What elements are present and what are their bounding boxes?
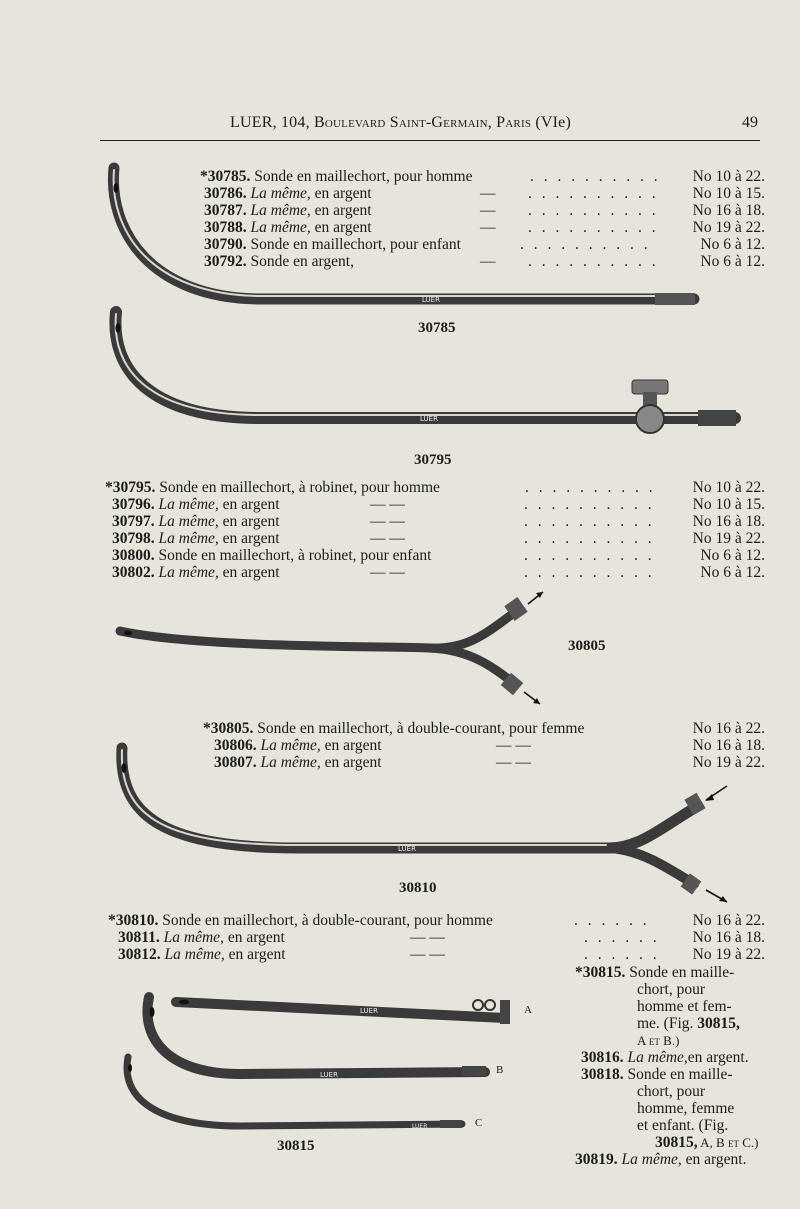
header-title: LUER, 104, Boulevard Saint-Germain, Paris (VIe)	[230, 114, 571, 131]
desc-line: et enfant. (Fig.	[637, 1117, 729, 1134]
list-item: 30806. La même, en argent — — No 16 à 18.	[214, 737, 765, 754]
list-item: *30795. Sonde en maillechort, à robinet, pour homme . . . . . . . . . . No 10 à 22.	[105, 479, 765, 496]
list-item: 30797. La même, en argent — — . . . . . . . . . . No 16 à 18.	[112, 513, 765, 530]
desc-line: 30819. La même, en argent.	[575, 1151, 747, 1168]
catheter-30815-a-image	[176, 1000, 510, 1025]
svg-text:LUER: LUER	[320, 1071, 338, 1079]
list-item: 30792. Sonde en argent, — . . . . . . . . . . No 6 à 12.	[204, 253, 765, 270]
catheter-30810-image	[122, 748, 728, 902]
variant-label-c: C	[475, 1117, 483, 1129]
figure-caption: 30815	[277, 1138, 315, 1154]
product-description-30815	[575, 964, 770, 1168]
svg-text:LUER: LUER	[412, 1123, 428, 1130]
variant-label-b: B	[496, 1064, 504, 1076]
list-item: 30787. La même, en argent — . . . . . . . . . . No 16 à 18.	[204, 202, 765, 219]
list-item: 30786. La même, en argent — . . . . . . . . . . No 10 à 15.	[204, 185, 765, 202]
figure-caption: 30805	[568, 638, 606, 654]
list-item: 30788. La même, en argent — . . . . . . . . . . No 19 à 22.	[204, 219, 765, 236]
desc-line: chort, pour	[637, 981, 706, 998]
svg-text:LUER: LUER	[360, 1007, 378, 1015]
desc-line: me. (Fig. 30815,	[637, 1015, 740, 1032]
list-item: 30812. La même, en argent — — . . . . . . No 19 à 22.	[118, 946, 765, 963]
variant-label-a: A	[524, 1004, 532, 1016]
figure-caption: 30795	[414, 452, 452, 468]
luer-mark: LUER	[422, 296, 440, 304]
list-item: 30790. Sonde en maillechort, pour enfant . . . . . . . . . . No 6 à 12.	[204, 236, 765, 253]
desc-line: 30816. La même,en argent.	[581, 1049, 749, 1066]
list-item: 30811. La même, en argent — — . . . . . . No 16 à 18.	[118, 929, 765, 946]
catheter-30805-image	[120, 592, 543, 704]
list-item: 30798. La même, en argent — — . . . . . . . . . . No 19 à 22.	[112, 530, 765, 547]
figure-caption: 30785	[418, 320, 456, 336]
list-item: 30800. Sonde en maillechort, à robinet, pour enfant . . . . . . . . . . No 6 à 12.	[112, 547, 765, 564]
desc-line: homme et fem-	[637, 998, 732, 1015]
svg-text:LUER: LUER	[398, 845, 416, 853]
desc-line: chort, pour	[637, 1083, 706, 1100]
desc-line: homme, femme	[637, 1100, 735, 1117]
list-item: *30805. Sonde en maillechort, à double-courant, pour femme No 16 à 22.	[203, 720, 765, 737]
list-item: *30785. Sonde en maillechort, pour homme . . . . . . . . . . No 10 à 22.	[200, 168, 765, 185]
figure-caption: 30810	[399, 880, 437, 896]
list-item: 30796. La même, en argent — — . . . . . . . . . . No 10 à 15.	[112, 496, 765, 513]
list-item: 30802. La même, en argent — — . . . . . . . . . . No 6 à 12.	[112, 564, 765, 581]
list-item: 30807. La même, en argent — — No 19 à 22.	[214, 754, 765, 771]
list-item: *30810. Sonde en maillechort, à double-courant, pour homme . . . . . . No 16 à 22.	[108, 912, 765, 929]
svg-text:LUER: LUER	[420, 415, 438, 423]
desc-line: *30815. Sonde en maille-	[575, 964, 735, 981]
page-number: 49	[742, 114, 758, 131]
desc-line: A et B.)	[637, 1033, 680, 1048]
desc-line: 30815, A, B et C.)	[655, 1134, 759, 1151]
desc-line: 30818. Sonde en maille-	[581, 1066, 733, 1083]
